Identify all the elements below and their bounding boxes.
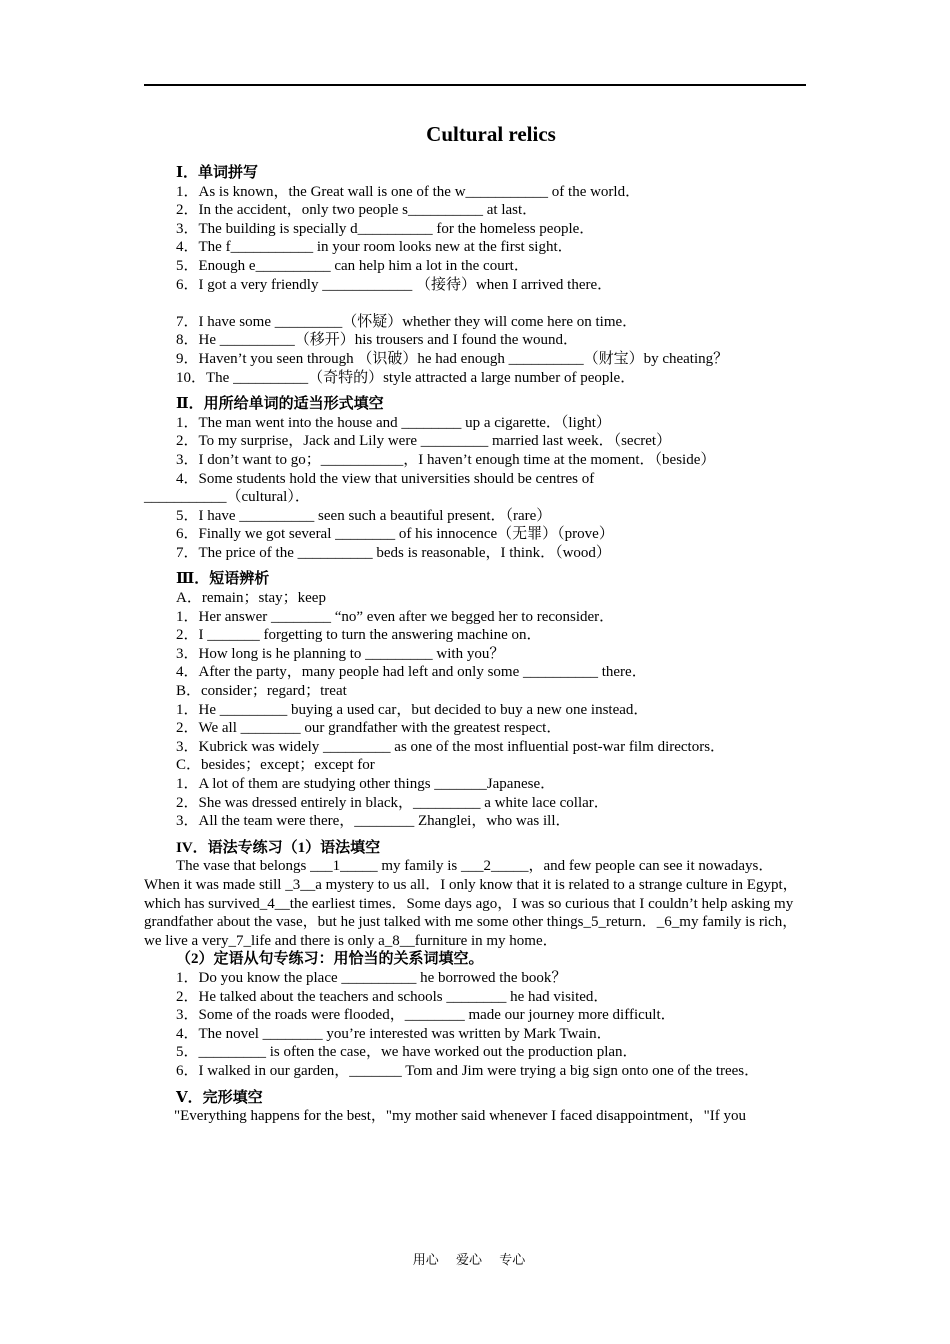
question-line: 1．The man went into the house and ________ up a cigarette．（light） xyxy=(176,414,611,431)
section4-heading: IV．语法专练习（1）语法填空 xyxy=(176,839,381,856)
question-line: 10．The __________（奇特的）style attracted a large number of people． xyxy=(176,369,636,386)
question-line: C．besides；except；except for xyxy=(176,757,375,774)
footer-text: 用心 xyxy=(412,1252,439,1267)
question-line: 1．Do you know the place __________ he borrowed the book？ xyxy=(176,969,567,986)
question-line: 2．I _______ forgetting to turn the answering machine on． xyxy=(176,627,542,644)
question-line: 2．In the accident，only two people s__________ at last． xyxy=(176,202,538,219)
question-line: 2．He talked about the teachers and schools ________ he had visited． xyxy=(176,988,609,1005)
question-line: 4．After the party，many people had left and only some __________ there． xyxy=(176,664,647,681)
cloze-passage: "Everything happens for the best，"my mother said whenever I faced disappointment，"If you xyxy=(174,1108,746,1125)
question-line: 3．The building is specially d__________ for the homeless people． xyxy=(176,220,595,237)
section5-heading: Ⅴ．完形填空 xyxy=(176,1089,263,1106)
section4-subheading: （2）定语从句专练习：用恰当的关系词填空。 xyxy=(176,951,484,968)
question-line: 1．A lot of them are studying other things _______Japanese． xyxy=(176,776,556,792)
page-footer xyxy=(0,1249,938,1268)
page-title: Cultural relics xyxy=(426,122,556,146)
question-line: 3．All the team were there，________ Zhanglei，who was ill． xyxy=(176,813,571,830)
question-line: 1．Her answer ________ “no” even after we begged her to reconsider． xyxy=(176,608,615,625)
question-line: 2．To my surprise，Jack and Lily were _________ married last week．（secret） xyxy=(176,433,672,450)
question-line: 1．He _________ buying a used car，but decided to buy a new one instead． xyxy=(176,701,649,718)
section1-heading: Ⅰ．单词拼写 xyxy=(176,165,259,181)
question-line: 3．How long is he planning to _________ with you？ xyxy=(176,645,505,662)
question-line: 6．Finally we got several ________ of his innocence（无罪）（prove） xyxy=(176,526,614,543)
question-line: 2．She was dressed entirely in black，_________ a white lace collar． xyxy=(176,794,609,811)
question-line: 3．I don’t want to go；___________，I haven’t enough time at the moment．（beside） xyxy=(176,451,716,468)
question-line-continuation: ___________（cultural）． xyxy=(144,489,310,506)
question-line: 5．Enough e__________ can help him a lot in the court． xyxy=(176,257,529,274)
section3-heading: Ⅲ．短语辨析 xyxy=(176,571,270,588)
question-line: 2．We all ________ our grandfather with the greatest respect． xyxy=(176,720,562,737)
question-line: 4．The f___________ in your room looks new at the first sight． xyxy=(176,239,573,256)
footer-text: 专心 xyxy=(499,1252,526,1267)
document-body xyxy=(144,164,808,1126)
question-line: 6．I walked in our garden，_______ Tom and Jim were trying a big sign onto one of the trees． xyxy=(176,1062,760,1079)
question-line: 9．Haven’t you seen through （识破）he had enough __________（财宝）by cheating？ xyxy=(176,350,729,367)
section2-heading: Ⅱ．用所给单词的适当形式填空 xyxy=(176,396,384,413)
header-rule xyxy=(144,84,806,86)
question-line: B．consider；regard；treat xyxy=(176,683,347,700)
question-line: 4．The novel ________ you’re interested was written by Mark Twain． xyxy=(176,1025,612,1042)
question-line: 4．Some students hold the view that universities should be centres of xyxy=(176,470,595,487)
question-line: 8．He __________（移开）his trousers and I found the wound． xyxy=(176,332,579,349)
question-line: 7．The price of the __________ beds is reasonable，I think．（wood） xyxy=(176,544,611,561)
question-line: A．remain；stay；keep xyxy=(176,590,326,607)
grammar-passage: The vase that belongs ___1_____ my family is ___2_____，and few people can see it nowadays．When it was made still _3__a mystery to us all．I only know that it is related to a strange culture in Egypt，which has survived_4__the earliest times．Some days ago，I was so curious that I couldn’t help asking my grandfather about the vase，but he just talked with me some other things_5_return．_6_my family is rich，we live a very_7_life and there is only a_8__furniture in my home． xyxy=(144,858,798,949)
question-line: 6．I got a very friendly ____________ （接待）when I arrived there． xyxy=(176,276,613,293)
question-line: 7．I have some _________（怀疑）whether they will come here on time． xyxy=(176,313,638,330)
question-line: 5．_________ is often the case，we have worked out the production plan． xyxy=(176,1044,638,1061)
question-line: 3．Kubrick was widely _________ as one of the most influential post-war film directors． xyxy=(176,738,726,755)
question-line: 5．I have __________ seen such a beautiful present．（rare） xyxy=(176,507,552,524)
question-line: 3．Some of the roads were flooded，________ made our journey more difficult． xyxy=(176,1007,676,1024)
question-line: 1．As is known，the Great wall is one of the w___________ of the world． xyxy=(176,183,641,200)
footer-text: 爱心 xyxy=(455,1252,482,1267)
